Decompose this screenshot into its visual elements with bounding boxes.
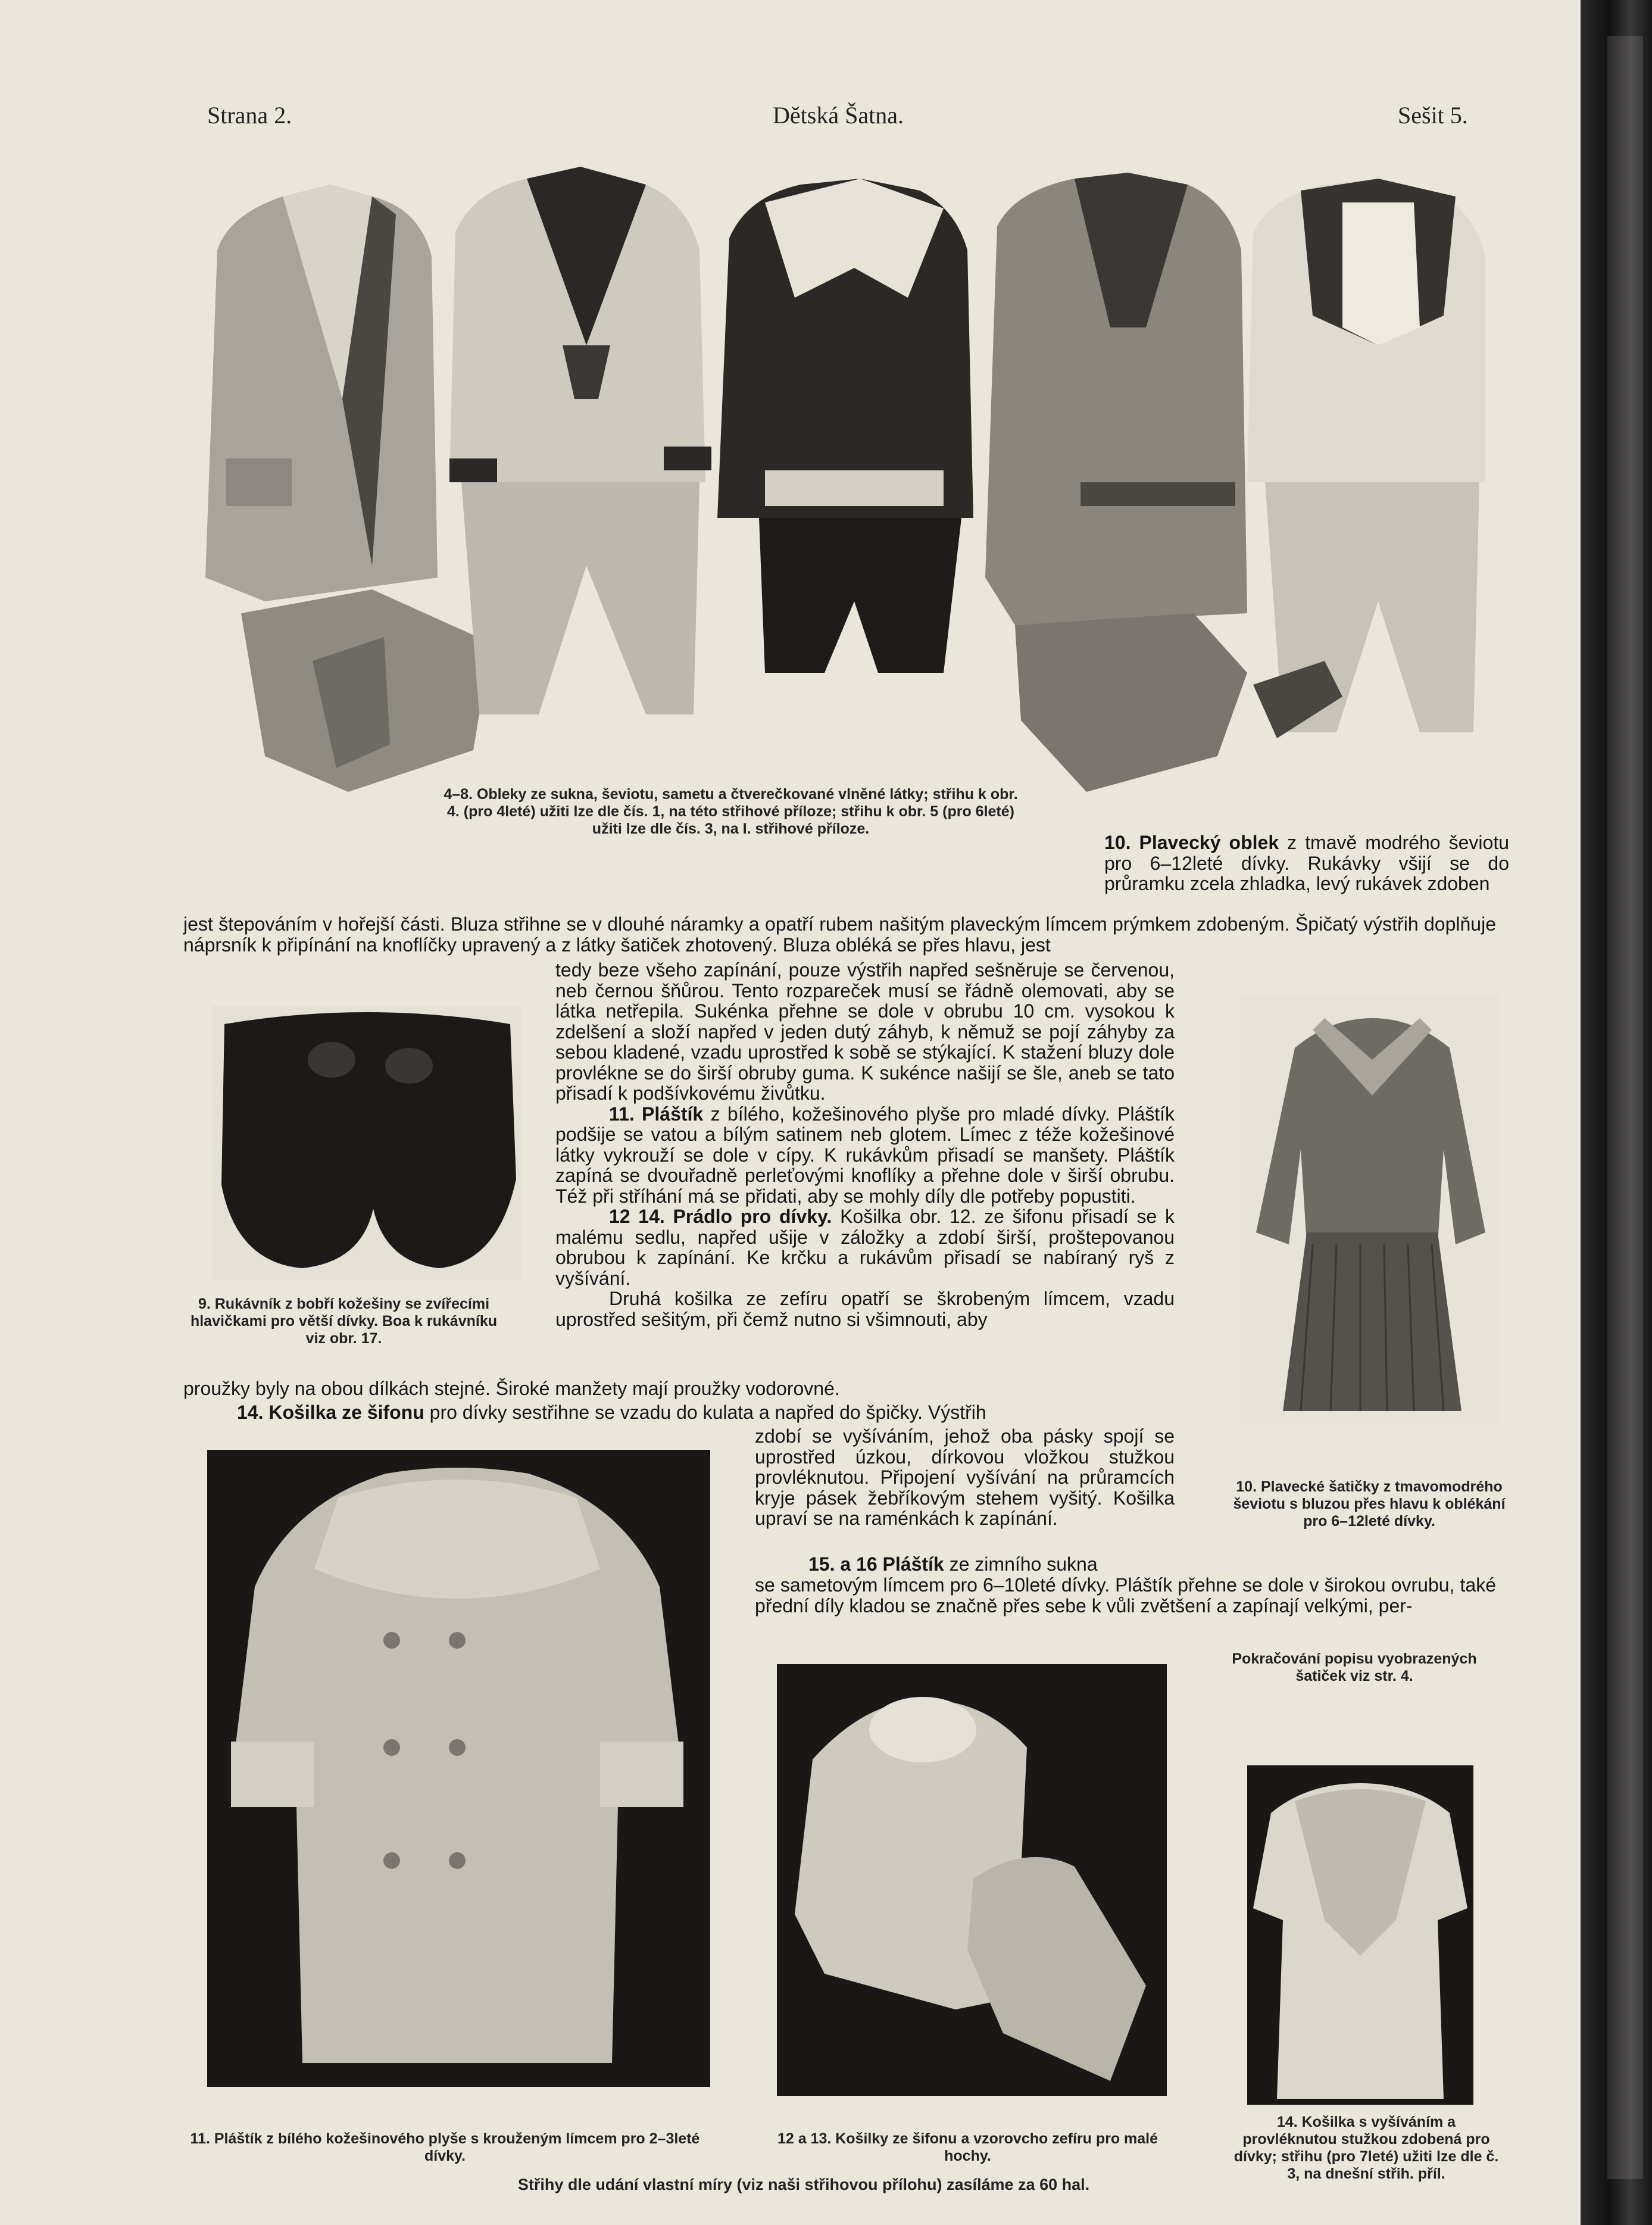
- caption-fig-14: 14. Košilka s vyšíváním a provléknutou stužkou zdobená pro dívky; střihu (pro 7leté) užiti lze dle č. 3, na dnešní střih. příl.: [1233, 2114, 1499, 2182]
- text-13: Druhá košilka ze zefíru opatří se škrobeným límcem, vzadu uprostřed sešitým, při čemž nutno si všimnouti, aby: [555, 1288, 1175, 1330]
- next-page-edge: [1607, 36, 1643, 2179]
- text-section-10-full: jest štepováním v hořejší části. Bluza střihne se v dlouhé náramky a opatří rubem našitým plaveckým límcem prýmkem zdobeným. Špičatý výstřih doplňuje náprsník k připínání na knoflíčky upravený a z látky šatiček zhotovený. Bluza obléká se přes hlavu, jest: [183, 913, 1496, 956]
- caption-fig-12-13: 12 a 13. Košilky ze šifonu a vzorovcho zefíru pro malé hochy.: [777, 2130, 1158, 2164]
- text-11: z bílého, kožešinového plyše pro mladé dívky. Pláštík podšije se vatou a bílým satinem neb glotem. Límec z téže kožešinové látky vykrouží se dole v cípy. K rukávkům přisadí se manšety. Pláštík zapíná se dvouřadně perleťovými knoflíky a přehne dole v širší obrubu. Též při stříhání má se přidati, aby se mohly díly dle potřeby popustiti.: [555, 1103, 1175, 1207]
- heading-14: 14. Košilka ze šifonu: [237, 1402, 424, 1423]
- heading-15-16: 15. a 16 Pláštík: [808, 1553, 944, 1575]
- text-section-14-intro: [183, 1402, 1175, 1423]
- text-section-10-intro: [1104, 832, 1509, 894]
- caption-fig-10: 10. Plavecké šatičky z tmavomodrého ševiotu s bluzou přes hlavu k oblékání pro 6–12leté dívky.: [1233, 1478, 1506, 1530]
- caption-fig-9: 9. Rukávník z bobří kožešiny se zvířecími hlavičkami pro větší dívky. Boa k rukávníku viz obr. 17.: [190, 1296, 498, 1347]
- footer-note: Střihy dle udání vlastní míry (viz naši střihovou přílohu) zasíláme za 60 hal.: [517, 2176, 1090, 2193]
- text-section-15-intro: [755, 1554, 1175, 1575]
- text-center-column: [555, 960, 1175, 1330]
- fur-coat-photo: [207, 1450, 710, 2087]
- issue-number: Sešit 5.: [1398, 102, 1468, 129]
- text-14-a: pro dívky sestřihne se vzadu do kulata a napřed do špičky. Výstřih: [429, 1402, 986, 1423]
- text-13b: proužky byly na obou dílkách stejné. Široké manžety mají proužky vodorovné.: [183, 1378, 840, 1399]
- text-12: Košilka obr. 12. ze šifonu přisadí se k malému sedlu, napřed ušije v záložky a zdobí širší, proštepovanou obrubou k zapínání. Ke krčku a rukávům přisadí se nabíraný ryš z vyšívání.: [555, 1206, 1175, 1289]
- heading-11: 11. Pláštík: [609, 1103, 704, 1125]
- girls-shirt-photo: [1247, 1765, 1473, 2105]
- page-number: Strana 2.: [207, 102, 292, 129]
- sailor-dress-illustration: [1241, 994, 1500, 1423]
- heading-10: 10. Plavecký oblek: [1104, 832, 1279, 853]
- text-10-c: tedy beze všeho zapínání, pouze výstřih napřed sešněruje se červenou, neb černou šňůrou. Tento rozpareček musí se řádně olemovati, aby se látka netřepila. Sukénka přehne se dole v obrubu 10 cm. vysokou k zdelšení a složí napřed v jeden dutý záhyb, k němuž se pojí záhyby za sebou kladené, vzadu uprostřed k sobě se stýkající. K stažení bluzy dole provlékne se do širší obruby guma. K sukénce našijí se šle, aneb se tato přisadí k podšívkovému živůtku.: [555, 959, 1175, 1104]
- heading-12-14: 12 14. Prádlo pro dívky.: [609, 1206, 832, 1227]
- muff-photo: [213, 1006, 522, 1280]
- magazine-title: Dětská Šatna.: [773, 102, 904, 129]
- continued-note: Pokračování popisu vyobrazených šatiček viz str. 4.: [1232, 1650, 1477, 1684]
- text-15-a: ze zimního sukna: [949, 1553, 1098, 1575]
- caption-fig-4-8: 4–8. Obleky ze sukna, ševiotu, sametu a čtverečkované vlněné látky; střihu k obr. 4. (pro 4leté) užiti lze dle čís. 1, na této střihové příloze; střihu k obr. 5 (pro 6leté) užiti lze dle čís. 3, na I. střihové příloze.: [444, 786, 1018, 837]
- caption-fig-11: 11. Pláštík z bílého kožešinového plyše s krouženým límcem pro 2–3leté dívky.: [190, 2130, 700, 2164]
- suits-illustration: [193, 149, 1497, 822]
- text-10-a: z tmavě modrého ševiotu pro 6–12leté dívky. Rukávky všijí se do průramku zcela zhladka, levý rukávek zdoben: [1104, 832, 1509, 894]
- text-14-b: zdobí se vyšíváním, jehož oba pásky spojí se uprostřed úzkou, dírkovou vložkou stužkou provléknutou. Připojení vyšívání na průramcích kryje pásek žebříkovým stehem vyšitý. Košilka upraví se na raménkách k zapínání.: [755, 1425, 1175, 1529]
- boys-shirts-photo: [777, 1664, 1167, 2096]
- text-15-b: se sametovým límcem pro 6–10leté dívky. Pláštík přehne se dole v širokou ovrubu, také přední díly kladou se značně přes sebe k vůli zvětšení a zapínají velkými, per-: [755, 1574, 1496, 1617]
